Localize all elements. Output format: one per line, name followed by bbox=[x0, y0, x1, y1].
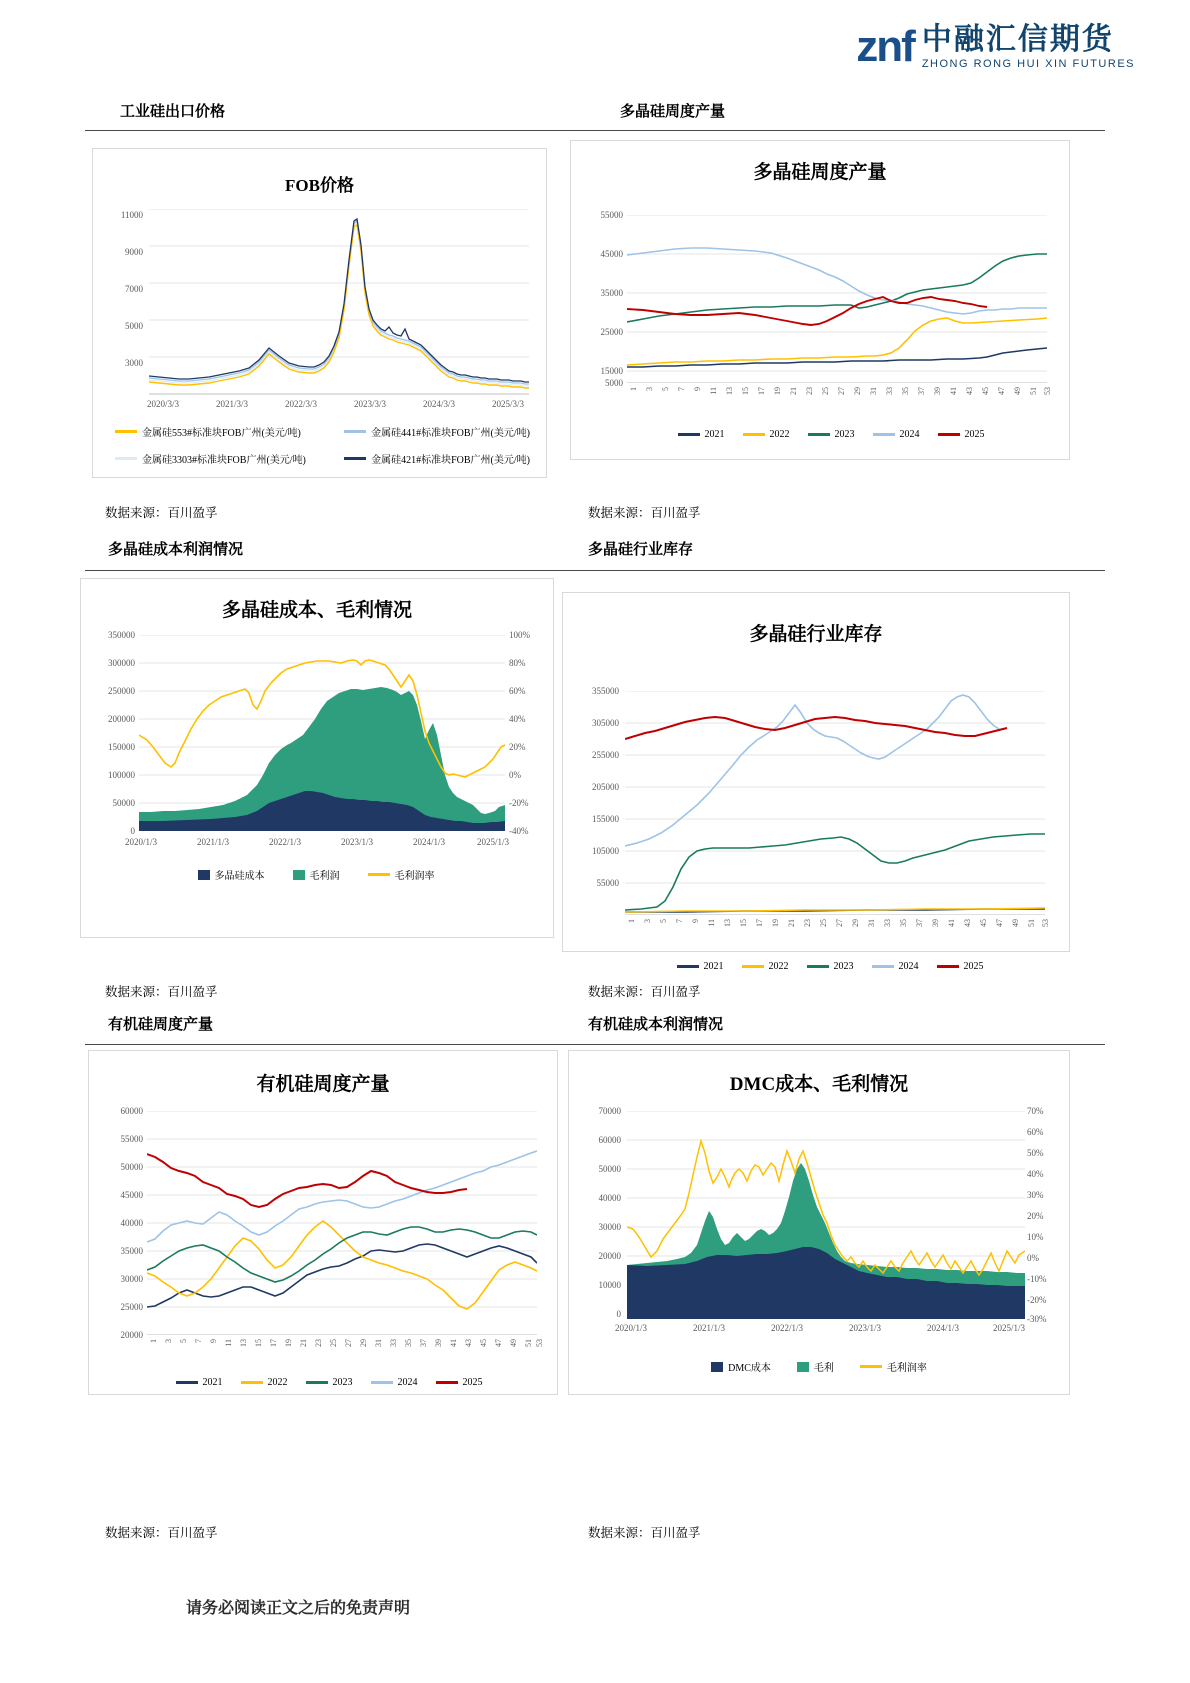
chart-dmc-cost-margin bbox=[568, 1050, 1070, 1395]
poly-weekly-plot bbox=[627, 215, 1047, 383]
y-tick: 150000 bbox=[108, 742, 135, 752]
y-tick: 25000 bbox=[120, 1302, 143, 1312]
y2-tick: -10% bbox=[1027, 1274, 1047, 1284]
y-tick: 15000 bbox=[600, 366, 623, 376]
section-label-poly-weekly: 多晶硅周度产量 bbox=[620, 104, 726, 120]
chart-title: DMC成本、毛利情况 bbox=[729, 1074, 909, 1095]
chart-silicone-weekly-output bbox=[88, 1050, 558, 1395]
y-tick: 50000 bbox=[120, 1162, 143, 1172]
chart-poly-inventory bbox=[562, 592, 1070, 972]
y2-tick: 80% bbox=[509, 658, 526, 668]
data-source: 数据来源：百川盈孚 bbox=[588, 985, 701, 999]
y-tick: 5000 bbox=[125, 321, 143, 331]
legend-item[interactable]: 2022 bbox=[743, 429, 790, 440]
legend-item[interactable]: 2025 bbox=[937, 961, 984, 972]
y-tick: 25000 bbox=[600, 327, 623, 337]
legend-item[interactable]: 毛利润率 bbox=[860, 1359, 927, 1374]
y-tick: 7000 bbox=[125, 284, 143, 294]
y2-tick: 30% bbox=[1027, 1190, 1044, 1200]
legend-item[interactable]: 金属硅3303#标准块FOB广州(美元/吨) bbox=[115, 451, 306, 466]
x-tick: 2022/3/3 bbox=[284, 399, 318, 409]
fob-plot bbox=[146, 209, 529, 409]
y2-tick: 20% bbox=[509, 742, 526, 752]
legend-item[interactable]: 2023 bbox=[808, 429, 855, 440]
legend-item[interactable]: 毛利润 bbox=[293, 867, 340, 882]
legend-item[interactable]: 2021 bbox=[678, 429, 725, 440]
y-tick: 10000 bbox=[598, 1280, 621, 1290]
chart-title: 有机硅周度产量 bbox=[256, 1074, 390, 1095]
y2-tick: 0% bbox=[1027, 1253, 1039, 1263]
y2-tick: 50% bbox=[1027, 1148, 1044, 1158]
y2-tick: 60% bbox=[1027, 1127, 1044, 1137]
legend-item[interactable]: 2021 bbox=[677, 961, 724, 972]
y2-tick: 60% bbox=[509, 686, 526, 696]
y-tick: 20000 bbox=[598, 1251, 621, 1261]
y-tick: 35000 bbox=[120, 1246, 143, 1256]
x-tick: 2021/1/3 bbox=[692, 1323, 726, 1333]
legend-item[interactable]: DMC成本 bbox=[711, 1359, 771, 1374]
y-tick: 0 bbox=[616, 1309, 621, 1319]
poly-inventory-xaxis: 1 3 5 7 9 11 13 15 17 19 21 23 25 27 29 31 33 35 37 39 41 43 45 47 49 51 53 bbox=[627, 919, 1050, 927]
logo-mark: znf bbox=[856, 22, 914, 71]
legend-item[interactable]: 金属硅553#标准块FOB广州(美元/吨) bbox=[115, 424, 301, 439]
y2-tick: 20% bbox=[1027, 1211, 1044, 1221]
section-label-silicone-cost: 有机硅成本利润情况 bbox=[588, 1017, 724, 1033]
y-tick: 55000 bbox=[600, 210, 623, 220]
x-tick: 2023/1/3 bbox=[848, 1323, 882, 1333]
section-label-poly-inventory: 多晶硅行业库存 bbox=[588, 542, 694, 558]
x-tick: 2021/3/3 bbox=[215, 399, 249, 409]
y-tick: 40000 bbox=[120, 1218, 143, 1228]
data-source: 数据来源：百川盈孚 bbox=[105, 1526, 218, 1540]
legend-item[interactable]: 2022 bbox=[742, 961, 789, 972]
data-source: 数据来源：百川盈孚 bbox=[105, 506, 218, 520]
y-tick: 45000 bbox=[120, 1190, 143, 1200]
y-tick: 300000 bbox=[108, 658, 135, 668]
section-label-silicone-weekly: 有机硅周度产量 bbox=[108, 1017, 214, 1033]
y-tick: 200000 bbox=[108, 714, 135, 724]
y-tick: 100000 bbox=[108, 770, 135, 780]
x-tick: 2022/1/3 bbox=[770, 1323, 804, 1333]
divider-3 bbox=[85, 1044, 1105, 1045]
poly-inventory-plot bbox=[625, 691, 1045, 915]
x-tick: 2022/1/3 bbox=[268, 837, 302, 847]
y2-tick: -40% bbox=[509, 826, 529, 836]
disclaimer-footer: 请务必阅读正文之后的免责声明 bbox=[186, 1600, 411, 1617]
legend-item[interactable]: 2025 bbox=[938, 429, 985, 440]
logo-company-en: ZHONG RONG HUI XIN FUTURES bbox=[921, 58, 1135, 71]
x-tick: 2024/3/3 bbox=[422, 399, 456, 409]
legend-item[interactable]: 毛利 bbox=[797, 1359, 834, 1374]
poly-cost-plot bbox=[139, 635, 505, 831]
x-tick: 2025/3/3 bbox=[491, 399, 525, 409]
y2-tick: 70% bbox=[1027, 1106, 1044, 1116]
y-tick: 50000 bbox=[112, 798, 135, 808]
x-tick: 2020/3/3 bbox=[146, 399, 180, 409]
y-tick: 105000 bbox=[592, 846, 619, 856]
y-tick: 255000 bbox=[592, 750, 619, 760]
y2-tick: -20% bbox=[1027, 1295, 1047, 1305]
poly-weekly-xaxis: 1 3 5 7 9 11 13 15 17 19 21 23 25 27 29 31 33 35 37 39 41 43 45 47 49 51 53 bbox=[629, 387, 1052, 395]
y-tick: 40000 bbox=[598, 1193, 621, 1203]
x-tick: 2024/1/3 bbox=[412, 837, 446, 847]
silicone-weekly-xaxis: 1 3 5 7 9 11 13 15 17 19 21 23 25 27 29 31 33 35 37 39 41 43 45 47 49 51 53 bbox=[149, 1339, 544, 1347]
section-label-export-price: 工业硅出口价格 bbox=[120, 104, 226, 120]
divider-2 bbox=[85, 570, 1105, 571]
legend-item[interactable]: 毛利润率 bbox=[368, 867, 435, 882]
legend-item[interactable]: 2024 bbox=[371, 1377, 418, 1388]
y-tick: 30000 bbox=[598, 1222, 621, 1232]
y-tick: 60000 bbox=[598, 1135, 621, 1145]
y-tick: 55000 bbox=[596, 878, 619, 888]
y2-tick: 10% bbox=[1027, 1232, 1044, 1242]
legend-item[interactable]: 多晶硅成本 bbox=[198, 867, 265, 882]
y-tick: 50000 bbox=[598, 1164, 621, 1174]
y-tick: 0 bbox=[130, 826, 135, 836]
data-source: 数据来源：百川盈孚 bbox=[588, 1526, 701, 1540]
y-tick: 155000 bbox=[592, 814, 619, 824]
company-logo bbox=[856, 22, 1135, 72]
chart-poly-weekly-output bbox=[570, 140, 1070, 460]
legend-item[interactable]: 2024 bbox=[872, 961, 919, 972]
logo-company-cn: 中融汇信期货 bbox=[921, 23, 1114, 57]
legend-item[interactable]: 2022 bbox=[241, 1377, 288, 1388]
chart-title: 多晶硅行业库存 bbox=[749, 624, 883, 645]
chart-title: 多晶硅成本、毛利情况 bbox=[221, 600, 412, 621]
x-tick: 2025/1/3 bbox=[992, 1323, 1026, 1333]
y-tick: 60000 bbox=[120, 1106, 143, 1116]
y2-tick: -30% bbox=[1027, 1314, 1047, 1324]
y2-tick: 100% bbox=[509, 630, 530, 640]
y-tick: 250000 bbox=[108, 686, 135, 696]
x-tick: 2020/1/3 bbox=[614, 1323, 648, 1333]
legend-item[interactable]: 2024 bbox=[873, 429, 920, 440]
data-source: 数据来源：百川盈孚 bbox=[588, 506, 701, 520]
y-tick: 9000 bbox=[125, 247, 143, 257]
y-tick: 55000 bbox=[120, 1134, 143, 1144]
x-tick: 2021/1/3 bbox=[196, 837, 230, 847]
y-tick: 5000 bbox=[605, 378, 623, 388]
legend-item[interactable]: 金属硅441#标准块FOB广州(美元/吨) bbox=[344, 424, 530, 439]
y2-tick: 40% bbox=[509, 714, 526, 724]
legend-item[interactable]: 2023 bbox=[807, 961, 854, 972]
chart-poly-cost-margin bbox=[80, 578, 554, 938]
chart-title: 多晶硅周度产量 bbox=[753, 162, 887, 183]
silicone-weekly-plot bbox=[147, 1111, 537, 1335]
y-tick: 45000 bbox=[600, 249, 623, 259]
data-source: 数据来源：百川盈孚 bbox=[105, 985, 218, 999]
y2-tick: -20% bbox=[509, 798, 529, 808]
x-tick: 2025/1/3 bbox=[476, 837, 510, 847]
chart-title: FOB价格 bbox=[285, 176, 354, 195]
legend-item[interactable]: 2021 bbox=[176, 1377, 223, 1388]
legend-item[interactable]: 2025 bbox=[436, 1377, 483, 1388]
y-tick: 3000 bbox=[125, 358, 143, 368]
y-tick: 11000 bbox=[120, 210, 143, 220]
y-tick: 30000 bbox=[120, 1274, 143, 1284]
x-tick: 2023/3/3 bbox=[353, 399, 387, 409]
x-tick: 2023/1/3 bbox=[340, 837, 374, 847]
x-tick: 2020/1/3 bbox=[124, 837, 158, 847]
legend-item[interactable]: 2023 bbox=[306, 1377, 353, 1388]
y-tick: 35000 bbox=[600, 288, 623, 298]
dmc-cost-plot bbox=[627, 1111, 1025, 1319]
y-tick: 70000 bbox=[598, 1106, 621, 1116]
section-label-poly-cost: 多晶硅成本利润情况 bbox=[108, 542, 244, 558]
y-tick: 205000 bbox=[592, 782, 619, 792]
divider-1 bbox=[85, 130, 1105, 131]
x-tick: 2024/1/3 bbox=[926, 1323, 960, 1333]
legend-item[interactable]: 金属硅421#标准块FOB广州(美元/吨) bbox=[344, 451, 530, 466]
y-tick: 355000 bbox=[592, 686, 619, 696]
y-tick: 350000 bbox=[108, 630, 135, 640]
y-tick: 20000 bbox=[120, 1330, 143, 1340]
y2-tick: 40% bbox=[1027, 1169, 1044, 1179]
y-tick: 305000 bbox=[592, 718, 619, 728]
chart-fob-price bbox=[92, 148, 547, 478]
y2-tick: 0% bbox=[509, 770, 521, 780]
